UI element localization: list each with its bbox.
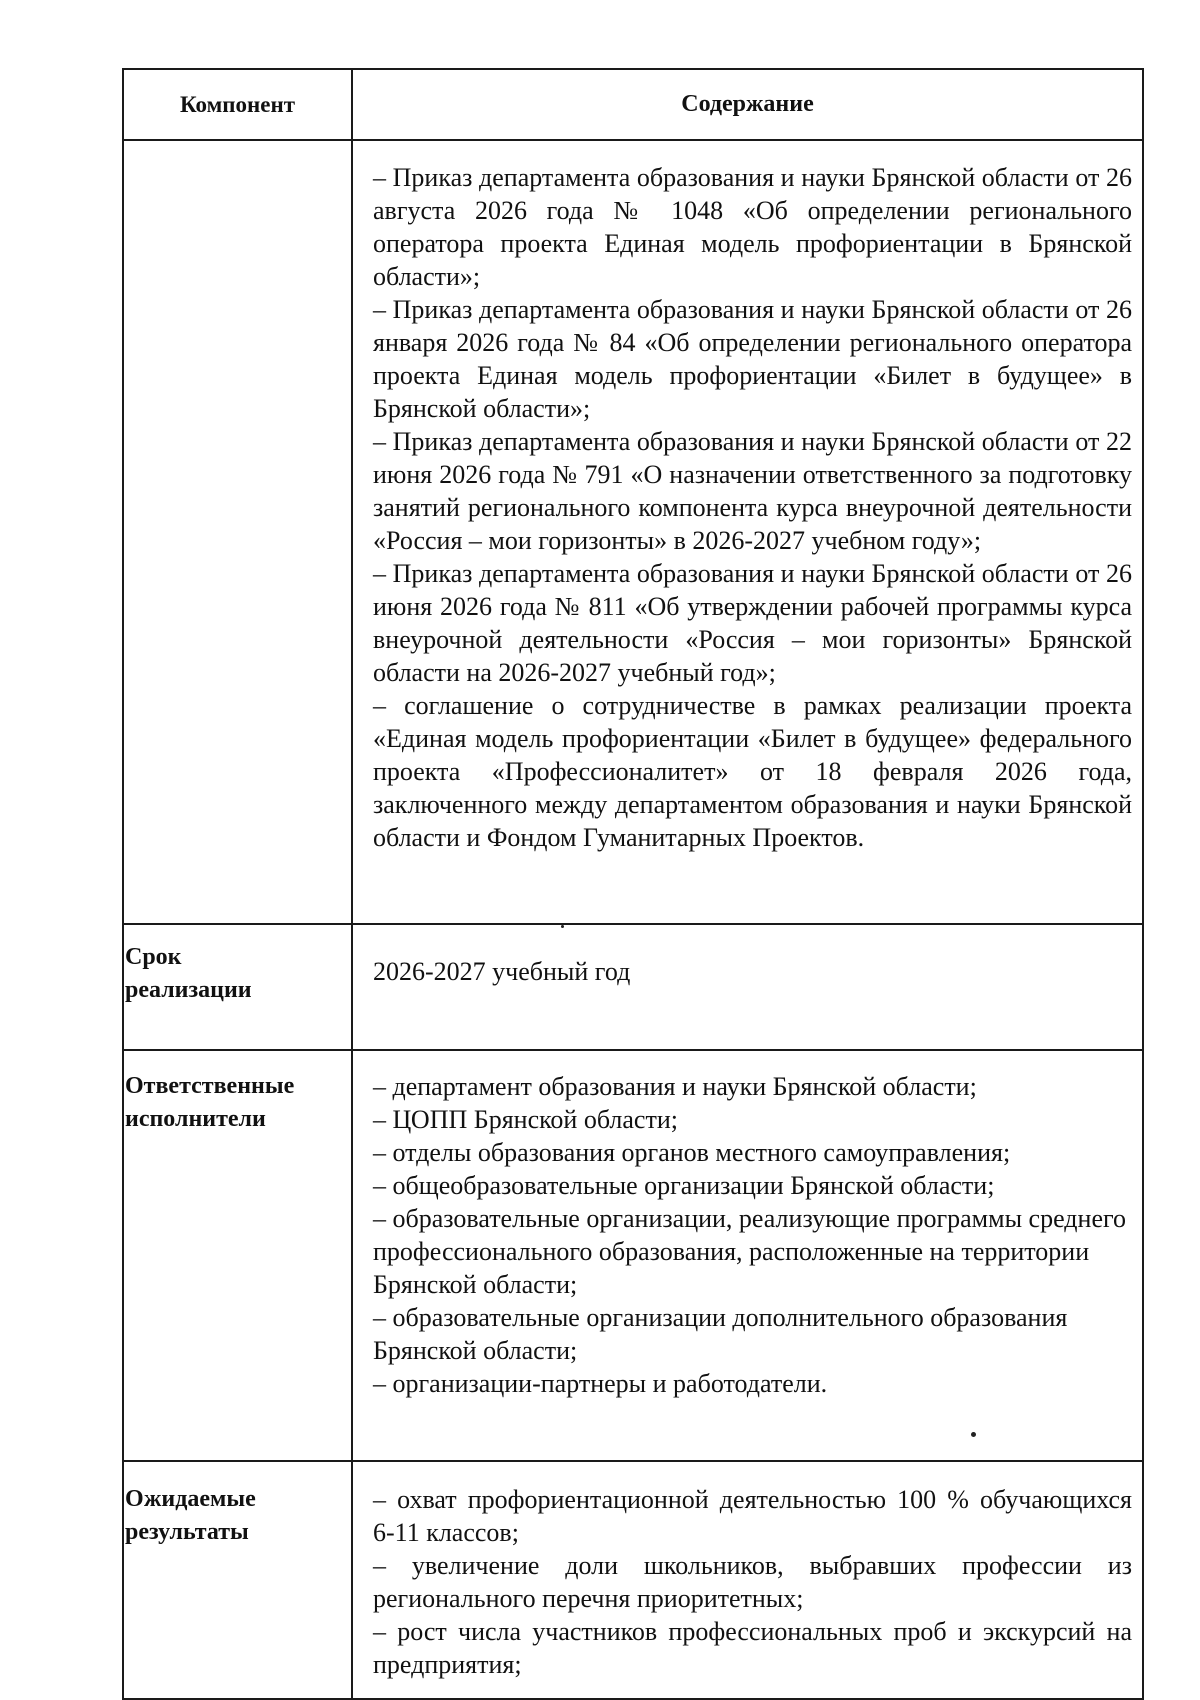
table-row <box>123 1050 1143 1461</box>
list-item: – общеобразовательные организации Брянской области; <box>373 1171 995 1200</box>
list-item: – рост числа участников профессиональных проб и экскурсий на предприятия; <box>373 1617 1132 1679</box>
row-label <box>123 1050 352 1461</box>
row-content <box>352 140 1143 924</box>
list-item: – Приказ департамента образования и науки Брянской области от 26 июня 2026 года № 811 «Об утверждении рабочей программы курса внеурочной деятельности «Россия – мои горизонты» Брянской области на 2026-2027 учебный год»; <box>373 559 1132 687</box>
list-item: – Приказ департамента образования и науки Брянской области от 22 июня 2026 года № 791 «О назначении ответственного за подготовку занятий регионального компонента курса внеурочной деятельности «Россия – мои горизонты» в 2026-2027 учебном году»; <box>373 427 1132 555</box>
list-item: – ЦОПП Брянской области; <box>373 1105 678 1134</box>
list-item: 2026-2027 учебный год <box>373 957 631 986</box>
table-row <box>123 924 1143 1050</box>
row-content <box>352 1461 1143 1699</box>
list-item: – охват профориентационной деятельностью 100 % обучающихся 6-11 классов; <box>373 1485 1132 1547</box>
list-item: – Приказ департамента образования и науки Брянской области от 26 января 2026 года № 84 «Об определении регионального оператора проекта Единая модель профориентации «Билет в будущее» в Брянской области»; <box>373 295 1132 423</box>
table-row <box>123 1461 1143 1699</box>
row-content <box>352 1050 1143 1461</box>
list-item: – организации-партнеры и работодатели. <box>373 1369 828 1398</box>
scan-speck <box>971 1432 976 1437</box>
row-label-line: Срок <box>125 944 182 970</box>
list-item: – департамент образования и науки Брянской области; <box>373 1072 977 1101</box>
row-label-line: результаты <box>125 1519 249 1545</box>
row-label-line: Ответственные <box>125 1073 295 1099</box>
list-item: – Приказ департамента образования и науки Брянской области от 26 августа 2026 года № 1048 «Об определении регионального оператора проекта Единая модель профориентации в Брянской области»; <box>373 163 1132 291</box>
header-content: Содержание <box>352 69 1143 140</box>
header-component: Компонент <box>123 69 352 140</box>
list-item: – соглашение о сотрудничестве в рамках реализации проекта «Единая модель профориентации «Билет в будущее» федерального проекта «Профессионалитет» от 18 февраля 2026 года, заключенного между департаментом образования и науки Брянской области и Фондом Гуманитарных Проектов. <box>373 691 1132 852</box>
list-item: – отделы образования органов местного самоуправления; <box>373 1138 1011 1167</box>
row-label-line: Ожидаемые <box>125 1486 256 1512</box>
row-label-empty <box>123 140 352 924</box>
row-content <box>352 924 1143 1050</box>
scan-speck <box>561 925 564 928</box>
row-label-line: реализации <box>125 977 252 1003</box>
row-label <box>123 924 352 1050</box>
row-label <box>123 1461 352 1699</box>
document-table <box>122 68 1144 1700</box>
list-item: – образовательные организации, реализующие программы среднего профессионального образования, расположенные на территории Брянской области; <box>373 1204 1126 1299</box>
list-item: – увеличение доли школьников, выбравших профессии из регионального перечня приоритетных; <box>373 1551 1132 1613</box>
list-item: – образовательные организации дополнительного образования Брянской области; <box>373 1303 1068 1365</box>
table-row <box>123 140 1143 924</box>
row-label-line: исполнители <box>125 1106 266 1132</box>
table-header-row <box>123 69 1143 140</box>
